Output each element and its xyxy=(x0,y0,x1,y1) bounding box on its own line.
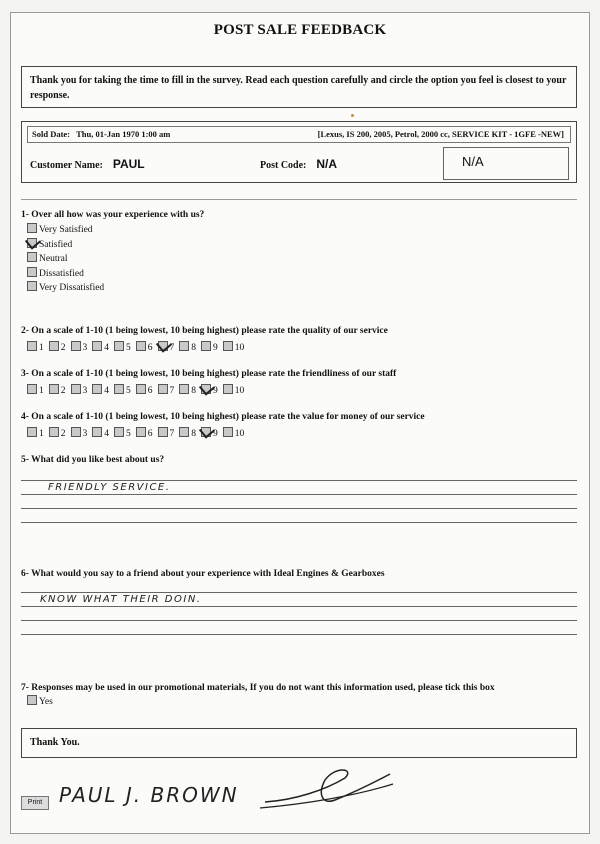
sold-date-label: Sold Date: xyxy=(32,129,71,139)
q2-scale-option[interactable] xyxy=(71,341,88,353)
scale-label: 8 xyxy=(191,343,196,353)
q4-scale xyxy=(27,427,249,439)
scale-label: 6 xyxy=(147,429,153,439)
q1-option[interactable]: Satisfied xyxy=(27,238,104,253)
q1-options xyxy=(27,223,104,296)
scale-label: 4 xyxy=(104,429,109,439)
question-4: 4- On a scale of 1-10 (1 being lowest, 10 being highest) please rate the value for money of our service xyxy=(21,412,425,422)
signature xyxy=(55,760,395,820)
ink-dot xyxy=(351,114,354,117)
checkbox[interactable] xyxy=(114,427,124,437)
question-6: 6- What would you say to a friend about your experience with Ideal Engines & Gearboxes xyxy=(21,569,385,579)
signature-flourish xyxy=(265,770,390,802)
question-1: 1- Over all how was your experience with us? xyxy=(21,210,205,220)
scale-label: 1 xyxy=(39,343,44,353)
scale-label: 4 xyxy=(104,343,109,353)
scale-label: 9 xyxy=(213,429,218,439)
thank-you-box: Thank You. xyxy=(21,728,577,758)
checkbox[interactable] xyxy=(27,427,37,437)
scale-label: 2 xyxy=(60,429,66,439)
post-code-label: Post Code: xyxy=(260,160,307,171)
scale-label: 1 xyxy=(39,429,44,439)
question-2: 2- On a scale of 1-10 (1 being lowest, 10 being highest) please rate the quality of our service xyxy=(21,326,388,336)
q4-scale-option[interactable] xyxy=(114,427,131,439)
q2-scale-option[interactable] xyxy=(179,341,196,353)
q3-scale-option[interactable] xyxy=(92,384,109,396)
checkbox[interactable] xyxy=(27,267,37,277)
scale-label: 5 xyxy=(126,386,131,396)
q4-scale-option[interactable] xyxy=(49,427,66,439)
q2-scale-option[interactable] xyxy=(223,341,245,353)
checkbox[interactable] xyxy=(27,252,37,262)
scale-label: 7 xyxy=(169,343,175,353)
customer-name xyxy=(30,155,145,173)
q4-scale-option[interactable] xyxy=(201,427,218,439)
scale-label: 6 xyxy=(147,343,153,353)
checkbox[interactable] xyxy=(71,427,81,437)
checkbox[interactable] xyxy=(49,384,59,394)
q2-scale-option[interactable] xyxy=(158,341,175,353)
checkbox[interactable] xyxy=(114,384,124,394)
checkbox-checked[interactable] xyxy=(27,238,37,248)
checkbox[interactable] xyxy=(223,384,233,394)
post-code xyxy=(260,155,337,173)
scale-label: 4 xyxy=(104,386,109,396)
checkbox-checked[interactable] xyxy=(158,341,168,351)
q3-scale-option[interactable] xyxy=(49,384,66,396)
vehicle-details: [Lexus, IS 200, 2005, Petrol, 2000 cc, SERVICE KIT - 1GFE -NEW] xyxy=(317,129,564,139)
checkbox[interactable] xyxy=(27,281,37,291)
checkbox[interactable] xyxy=(27,223,37,233)
sold-date-value: Thu, 01-Jan 1970 1:00 am xyxy=(76,129,171,139)
scale-label: 1 xyxy=(39,386,44,396)
q7-options xyxy=(27,695,53,710)
q3-scale xyxy=(27,384,249,396)
checkbox[interactable] xyxy=(223,341,233,351)
checkbox[interactable] xyxy=(49,341,59,351)
scale-label: 5 xyxy=(126,343,131,353)
question-5: 5- What did you like best about us? xyxy=(21,455,165,465)
intro-box: Thank you for taking the time to fill in the survey. Read each question carefully and circle the option you feel is closest to your response. xyxy=(21,66,577,108)
checkbox[interactable] xyxy=(92,341,102,351)
customer-name-label: Customer Name: xyxy=(30,160,103,171)
q2-scale-option[interactable] xyxy=(27,341,44,353)
checkbox[interactable] xyxy=(179,341,189,351)
scale-label: 10 xyxy=(234,343,245,353)
q3-scale-option[interactable] xyxy=(201,384,218,396)
divider xyxy=(21,199,577,200)
q1-option[interactable]: Very Dissatisfied xyxy=(27,281,104,296)
q2-scale-option[interactable] xyxy=(201,341,218,353)
q4-scale-option[interactable] xyxy=(71,427,88,439)
q6-handwritten-answer[interactable]: KNOW WHAT THEIR DOIN. xyxy=(40,594,202,605)
scale-label: 2 xyxy=(60,343,66,353)
checkbox[interactable] xyxy=(223,427,233,437)
q3-scale-option[interactable] xyxy=(114,384,131,396)
checkbox[interactable] xyxy=(136,341,146,351)
q2-scale xyxy=(27,341,249,353)
checkbox[interactable] xyxy=(179,427,189,437)
checkbox[interactable] xyxy=(92,384,102,394)
scale-label: 9 xyxy=(213,343,218,353)
checkbox[interactable] xyxy=(27,341,37,351)
scale-label: 6 xyxy=(147,386,153,396)
scale-label: 7 xyxy=(169,429,175,439)
checkbox[interactable] xyxy=(158,384,168,394)
checkbox[interactable] xyxy=(179,384,189,394)
q1-option[interactable]: Dissatisfied xyxy=(27,267,104,282)
scale-label: 3 xyxy=(82,343,88,353)
q4-scale-option[interactable] xyxy=(136,427,153,439)
checkbox[interactable] xyxy=(158,427,168,437)
q3-scale-option[interactable] xyxy=(179,384,196,396)
q2-scale-option[interactable] xyxy=(114,341,131,353)
q3-scale-option[interactable] xyxy=(136,384,153,396)
checkbox[interactable] xyxy=(49,427,59,437)
q4-scale-option[interactable] xyxy=(27,427,44,439)
checkbox-checked[interactable] xyxy=(201,384,211,394)
q1-option[interactable]: Neutral xyxy=(27,252,104,267)
sold-date-bar xyxy=(27,126,571,143)
scale-label: 7 xyxy=(169,386,175,396)
checkbox[interactable] xyxy=(114,341,124,351)
checkbox[interactable] xyxy=(136,427,146,437)
q4-scale-option[interactable] xyxy=(179,427,196,439)
q3-scale-option[interactable] xyxy=(27,384,44,396)
checkbox[interactable] xyxy=(92,427,102,437)
checkbox[interactable] xyxy=(27,384,37,394)
post-code-value: N/A xyxy=(316,157,338,171)
checkbox[interactable] xyxy=(201,341,211,351)
q3-scale-option[interactable] xyxy=(158,384,175,396)
scale-label: 10 xyxy=(234,429,245,439)
q4-scale-option[interactable] xyxy=(92,427,109,439)
checkbox[interactable] xyxy=(71,384,81,394)
customer-info-box xyxy=(21,121,577,183)
q1-option[interactable]: Very Satisfied xyxy=(27,223,104,238)
scale-label: 5 xyxy=(126,429,131,439)
scale-label: 8 xyxy=(191,386,196,396)
q2-scale-option[interactable] xyxy=(49,341,66,353)
q3-scale-option[interactable] xyxy=(223,384,245,396)
q7-option[interactable]: Yes xyxy=(27,695,53,710)
scale-label: 8 xyxy=(191,429,196,439)
scale-label: 9 xyxy=(213,386,218,396)
checkbox-checked[interactable] xyxy=(201,427,211,437)
scale-label: 2 xyxy=(60,386,66,396)
q2-scale-option[interactable] xyxy=(136,341,153,353)
checkbox[interactable] xyxy=(27,695,37,705)
q3-scale-option[interactable] xyxy=(71,384,88,396)
print-button[interactable]: Print xyxy=(21,796,49,810)
question-7: 7- Responses may be used in our promotional materials, If you do not want this information used, please tick this box xyxy=(21,683,495,693)
checkbox[interactable] xyxy=(136,384,146,394)
scale-label: 3 xyxy=(82,386,88,396)
q4-scale-option[interactable] xyxy=(158,427,175,439)
question-3: 3- On a scale of 1-10 (1 being lowest, 10 being highest) please rate the friendliness of our staff xyxy=(21,369,397,379)
checkbox[interactable] xyxy=(71,341,81,351)
q2-scale-option[interactable] xyxy=(92,341,109,353)
page-title: POST SALE FEEDBACK xyxy=(213,22,387,38)
na-box: N/A xyxy=(443,147,569,180)
signature-text: PAUL J. BROWN xyxy=(59,783,239,807)
scale-label: 3 xyxy=(82,429,88,439)
q4-scale-option[interactable] xyxy=(223,427,245,439)
scale-label: 10 xyxy=(234,386,245,396)
customer-name-value: PAUL xyxy=(112,157,145,171)
q5-handwritten-answer[interactable]: FRIENDLY SERVICE. xyxy=(48,482,171,493)
